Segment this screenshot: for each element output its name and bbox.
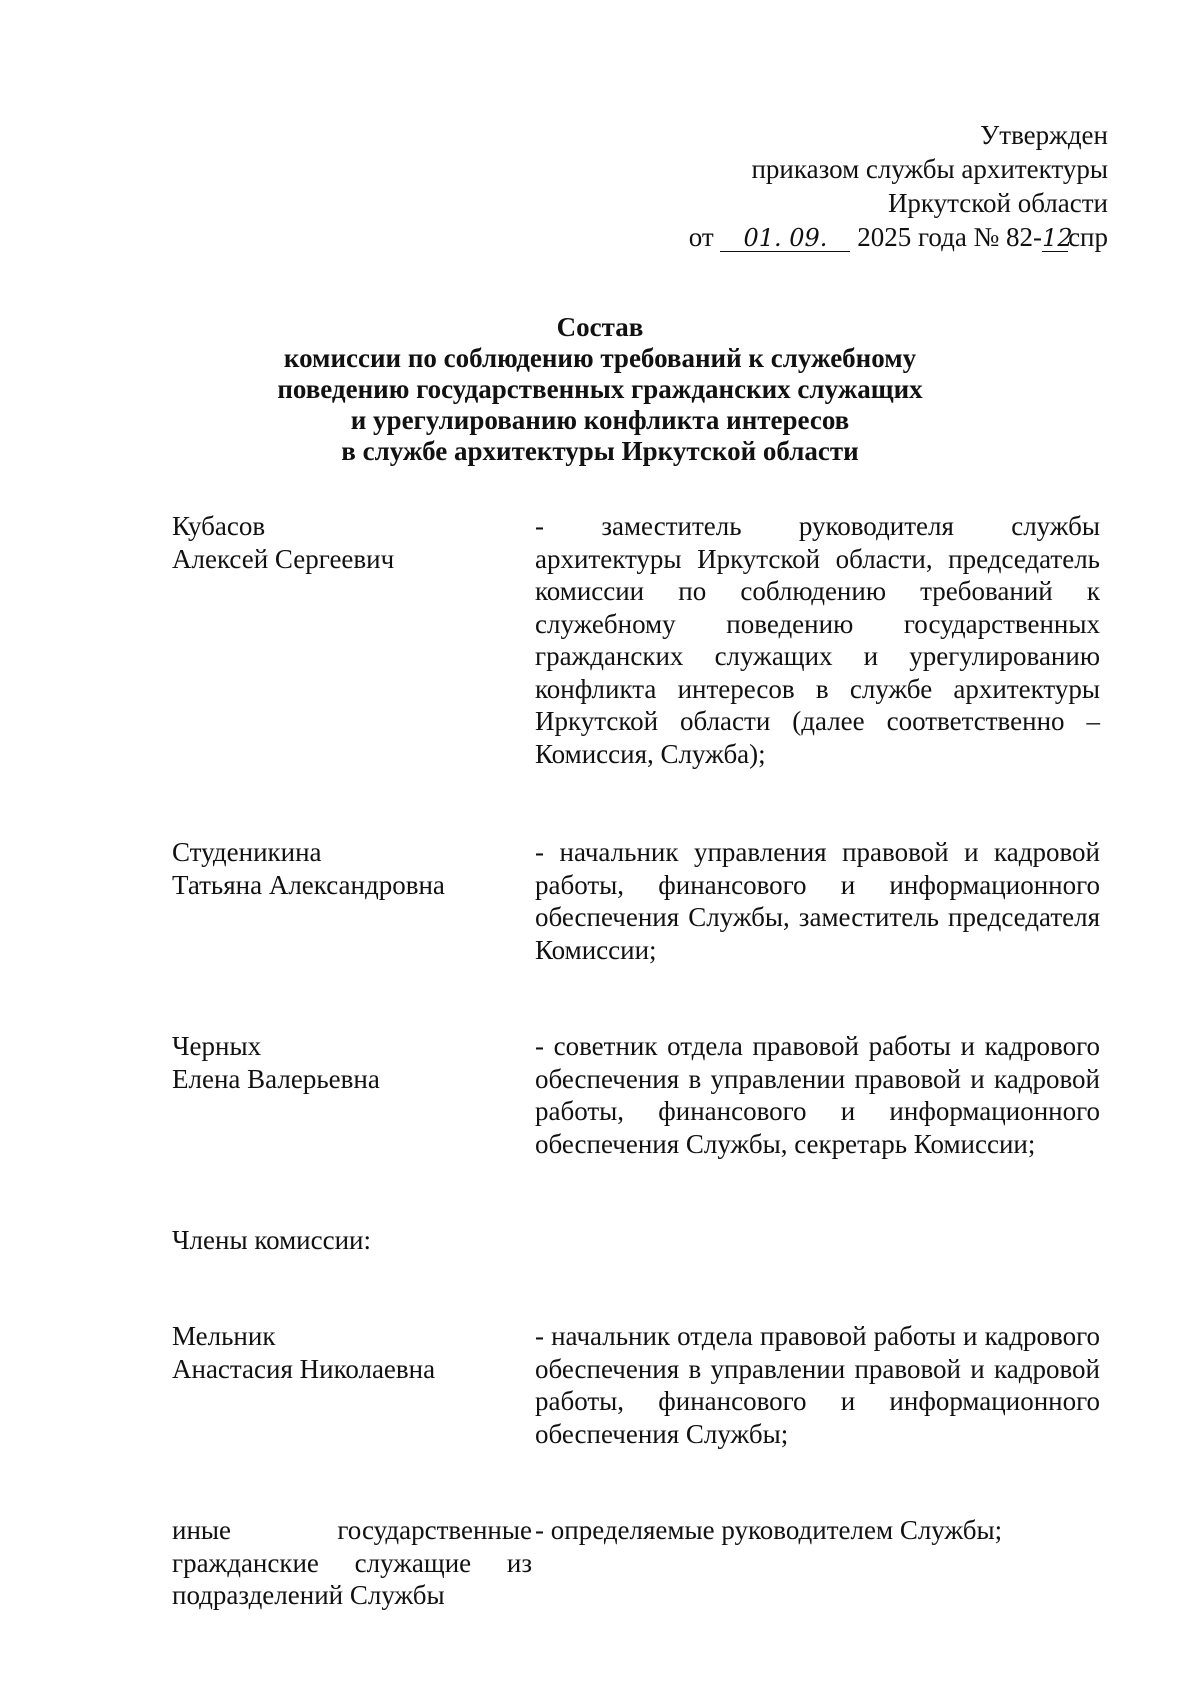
member-name — [172, 836, 532, 966]
handwritten-date: 01. 09. — [720, 225, 850, 252]
member-role: - советник отдела правовой работы и кадрового обеспечения в управлении правовой и кадровой работы, финансового и информационного обеспечения Службы, секретарь Комиссии; — [535, 1031, 1100, 1159]
member-name: иные государственные гражданские служащие из подразделений Службы — [172, 1515, 532, 1610]
member-role: - начальник отдела правовой работы и кадрового обеспечения в управлении правовой и кадровой работы, финансового и информационного обеспечения Службы; — [535, 1321, 1100, 1449]
title-line-5: в службе архитектуры Иркутской области — [341, 436, 859, 466]
title-line-2: комиссии по соблюдению требований к служебному — [283, 343, 917, 373]
member-row-others — [172, 1514, 1100, 1612]
date-prefix: от — [688, 222, 714, 252]
approval-line-1: Утвержден — [980, 120, 1108, 150]
member-row-secretary — [172, 1030, 1100, 1160]
member-name — [172, 510, 532, 770]
member-role: - заместитель руководителя службы архитектуры Иркутской области, председатель комиссии по соблюдению требований к служебному поведению государственных гражданских служащих и урегулированию конфликта интересов в службе архитектуры Иркутской области (далее соответственно – Комиссия, Служба); — [535, 511, 1100, 769]
member-row-1 — [172, 1320, 1100, 1450]
date-year-text: 2025 года № 82- — [857, 222, 1043, 252]
member-surname: Кубасов — [172, 511, 266, 541]
member-name — [172, 1030, 532, 1160]
member-given-names: Анастасия Николаевна — [172, 1353, 436, 1384]
number-suffix: спр — [1068, 222, 1108, 252]
approval-line-2: приказом службы архитектуры — [751, 154, 1108, 184]
title-line-1: Состав — [556, 312, 644, 342]
approval-date-line — [689, 220, 1108, 254]
member-row-chair — [172, 510, 1100, 770]
member-given-names: Татьяна Александровна — [172, 869, 445, 900]
approval-stamp — [689, 118, 1108, 254]
member-given-names: Елена Валерьевна — [172, 1063, 380, 1094]
document-title — [100, 312, 1100, 467]
member-name — [172, 1320, 532, 1450]
member-surname: Черных — [172, 1031, 262, 1061]
member-row-deputy — [172, 836, 1100, 966]
member-given-names: Алексей Сергеевич — [172, 543, 395, 574]
title-line-3: поведению государственных гражданских служащих — [277, 374, 923, 404]
handwritten-number: 12 — [1042, 224, 1073, 252]
member-surname: Мельник — [172, 1321, 276, 1351]
member-role: - начальник управления правовой и кадровой работы, финансового и информационного обеспечения Службы, заместитель председателя Комиссии; — [535, 837, 1100, 965]
members-heading: Члены комиссии: — [172, 1225, 371, 1255]
member-surname: Студеникина — [172, 837, 322, 867]
member-role: - определяемые руководителем Службы; — [535, 1515, 1003, 1545]
title-line-4: и урегулированию конфликта интересов — [350, 405, 850, 435]
members-list — [172, 510, 1100, 1612]
approval-line-3: Иркутской области — [887, 188, 1108, 218]
